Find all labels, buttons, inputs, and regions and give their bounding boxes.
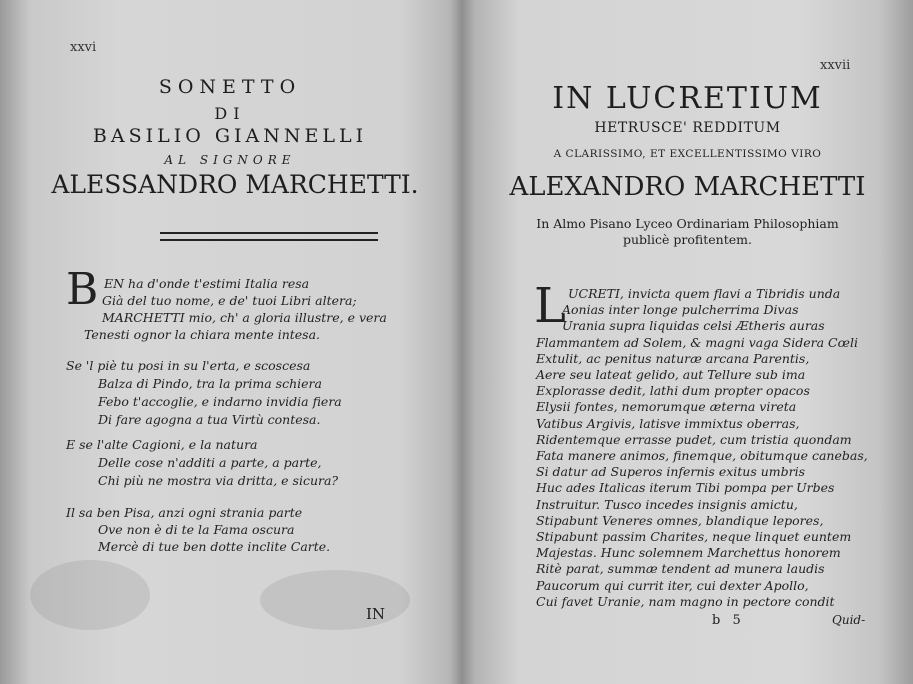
poem-line: MARCHETTI mio, ch' a gloria illustre, e vera: [102, 310, 387, 325]
poem-line: Balza di Pindo, tra la prima schiera: [98, 376, 322, 391]
verse-line: Fata manere animos, finemque, obitumque canebas,: [536, 448, 868, 463]
verse-line: Stipabunt passim Charites, neque linquet euntem: [536, 529, 852, 544]
verse-line: Extulit, ac penitus naturæ arcana Parentis,: [536, 350, 810, 366]
dedicatee-label: AL SIGNORE: [164, 153, 296, 167]
catchword: Quid-: [832, 613, 866, 627]
verse-line: Aere seu lateat gelido, aut Tellure sub ima: [536, 367, 806, 382]
paper-stain: [260, 570, 410, 630]
di-label: DI: [214, 104, 246, 123]
title: IN LUCRETIUM: [552, 81, 823, 116]
poem-line: Mercè di tue ben dotte inclite Carte.: [98, 539, 331, 554]
poem-line: Tenesti ognor la chiara mente intesa.: [84, 327, 321, 342]
paper-stain: [30, 560, 150, 630]
verse-line: Majestas. Hunc solemnem Marchettus honorem: [536, 545, 841, 561]
poem-line: Se 'l piè tu posi in su l'erta, e scoscesa: [66, 358, 311, 373]
verse-line: Elysii fontes, nemorumque æterna vireta: [536, 399, 797, 415]
poem-line: Chi più ne mostra via dritta, e sicura?: [98, 473, 339, 488]
poem-line: Delle cose n'additi a parte, a parte,: [98, 455, 322, 470]
verse-line: Ridentemque errasse pudet, cum tristia quondam: [536, 431, 852, 447]
verse-line: Huc ades Italicas iterum Tibi pompa per Urbes: [536, 480, 835, 496]
page-number: xxvii: [820, 58, 851, 73]
poem-line: Il sa ben Pisa, anzi ogni strania parte: [66, 505, 303, 520]
page-number: xxvi: [70, 40, 97, 55]
sonnet-heading: SONETTO: [158, 76, 302, 98]
catchword: IN: [366, 605, 386, 623]
signature-mark: b 5: [712, 613, 745, 628]
poem-line: EN ha d'onde t'estimi Italia resa: [104, 276, 310, 291]
drop-cap: B: [66, 264, 99, 315]
description-line-2: publicè profitentem.: [623, 232, 752, 247]
verse-line: Stipabunt Veneres omnes, blandique lepores,: [536, 512, 824, 528]
recipient-name: ALESSANDRO MARCHETTI.: [51, 170, 419, 199]
dedication-line: A CLARISSIMO, ET EXCELLENTISSIMO VIRO: [553, 148, 822, 160]
drop-cap: L: [534, 278, 566, 334]
decorative-rule: [160, 232, 378, 241]
verse-line: Flammantem ad Solem, & magni vaga Sidera Cœli: [536, 334, 858, 350]
subtitle: HETRUSCE' REDDITUM: [594, 120, 781, 136]
description-line-1: In Almo Pisano Lyceo Ordinariam Philosophiam: [536, 216, 839, 231]
verse-line: Urania supra liquidas celsi Ætheris auras: [562, 318, 825, 334]
verse-line: Si datur ad Superos infernis exitus umbris: [536, 464, 806, 480]
poem-line: Ove non è di te la Fama oscura: [98, 522, 295, 537]
author-name: BASILIO GIANNELLI: [92, 125, 368, 147]
verse-line: Ritè parat, summæ tendent ad munera laudis: [536, 561, 825, 577]
right-page: [462, 0, 913, 684]
dedicatee-name: ALEXANDRO MARCHETTI: [509, 172, 866, 202]
verse-line: UCRETI, invicta quem flavi a Tibridis unda: [568, 286, 841, 301]
verse-line: Cui favet Uranie, nam magno in pectore condit: [536, 593, 835, 609]
poem-line: Già del tuo nome, e de' tuoi Libri altera;: [102, 293, 357, 308]
verse-line: Paucorum qui currit iter, cui dexter Apollo,: [536, 577, 809, 593]
poem-line: Febo t'accoglie, e indarno invidia fiera: [98, 394, 342, 409]
poem-line: E se l'alte Cagioni, e la natura: [66, 437, 258, 452]
poem-line: Di fare agogna a tua Virtù contesa.: [98, 412, 321, 427]
verse-line: Instruitur. Tusco incedes insignis amictu,: [536, 496, 798, 512]
verse-line: Explorasse dedit, lathi dum propter opacos: [536, 383, 810, 399]
verse-line: Aonias inter longe pulcherrima Divas: [562, 302, 799, 318]
verse-line: Vatibus Argivis, latisve immixtus oberras,: [536, 415, 800, 431]
